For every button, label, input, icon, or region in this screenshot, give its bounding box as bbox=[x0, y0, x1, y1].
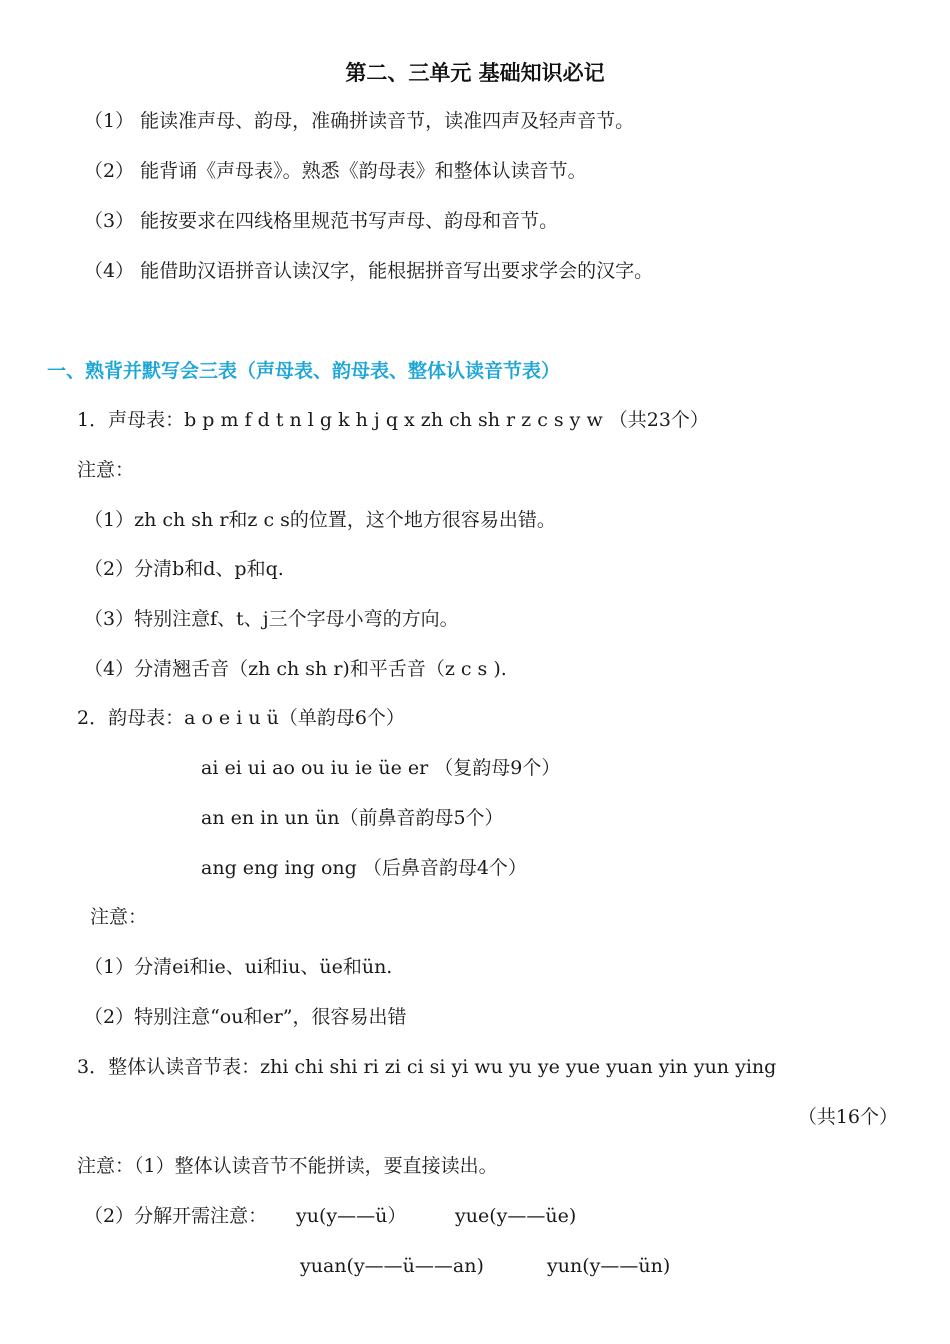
split-yun: yun(y——ün) bbox=[547, 1255, 671, 1277]
goal-item-4: （4） 能借助汉语拼音认读汉字，能根据拼音写出要求学会的汉字。 bbox=[84, 260, 654, 282]
split-yue: yue(y——üe) bbox=[455, 1205, 577, 1227]
goal-item-2: （2） 能背诵《声母表》。熟悉《韵母表》和整体认读音节。 bbox=[84, 160, 587, 182]
shengmu-table-line: 1．声母表：b p m f d t n l g k h j q x zh ch sh r z c s y w （共23个） bbox=[77, 409, 709, 431]
zhengti-note-2-label: （2）分解开需注意： bbox=[84, 1205, 268, 1227]
page-title: 第二、三单元 基础知识必记 bbox=[345, 61, 605, 85]
yunmu-row-back-nasal: ang eng ing ong （后鼻音韵母4个） bbox=[201, 857, 527, 879]
shengmu-note-2: （2）分清b和d、p和q. bbox=[84, 558, 284, 580]
goal-item-3: （3） 能按要求在四线格里规范书写声母、韵母和音节。 bbox=[84, 210, 559, 232]
split-yuan: yuan(y——ü——an) bbox=[300, 1255, 484, 1277]
zhengti-table-line: 3．整体认读音节表：zhi chi shi ri zi ci si yi wu yu ye yue yuan yin yun ying bbox=[77, 1056, 777, 1078]
section-heading: 一、熟背并默写会三表（声母表、韵母表、整体认读音节表） bbox=[47, 360, 561, 382]
yunmu-row-compound: ai ei ui ao ou iu ie üe er （复韵母9个） bbox=[201, 757, 561, 779]
yunmu-row-front-nasal: an en in un ün（前鼻音韵母5个） bbox=[201, 807, 504, 829]
yunmu-note-label: 注意： bbox=[90, 906, 148, 928]
shengmu-note-4: （4）分清翘舌音（zh ch sh r)和平舌音（z c s ). bbox=[84, 658, 507, 680]
yunmu-table-line: 2．韵母表：a o e i u ü（单韵母6个） bbox=[77, 707, 405, 729]
yunmu-note-1: （1）分清ei和ie、ui和iu、üe和ün. bbox=[84, 956, 393, 978]
split-yu: yu(y——ü） bbox=[296, 1205, 407, 1227]
zhengti-count: （共16个） bbox=[797, 1106, 898, 1128]
yunmu-note-2: （2）特别注意“ou和er”，很容易出错 bbox=[84, 1006, 407, 1028]
goal-item-1: （1） 能读准声母、韵母，准确拼读音节，读准四声及轻声音节。 bbox=[84, 110, 635, 132]
shengmu-note-1: （1）zh ch sh r和z c s的位置，这个地方很容易出错。 bbox=[84, 509, 556, 531]
zhengti-note-1: 注意：（1）整体认读音节不能拼读，要直接读出。 bbox=[77, 1155, 498, 1177]
shengmu-note-label: 注意： bbox=[77, 459, 135, 481]
shengmu-note-3: （3）特别注意f、t、j三个字母小弯的方向。 bbox=[84, 608, 459, 630]
